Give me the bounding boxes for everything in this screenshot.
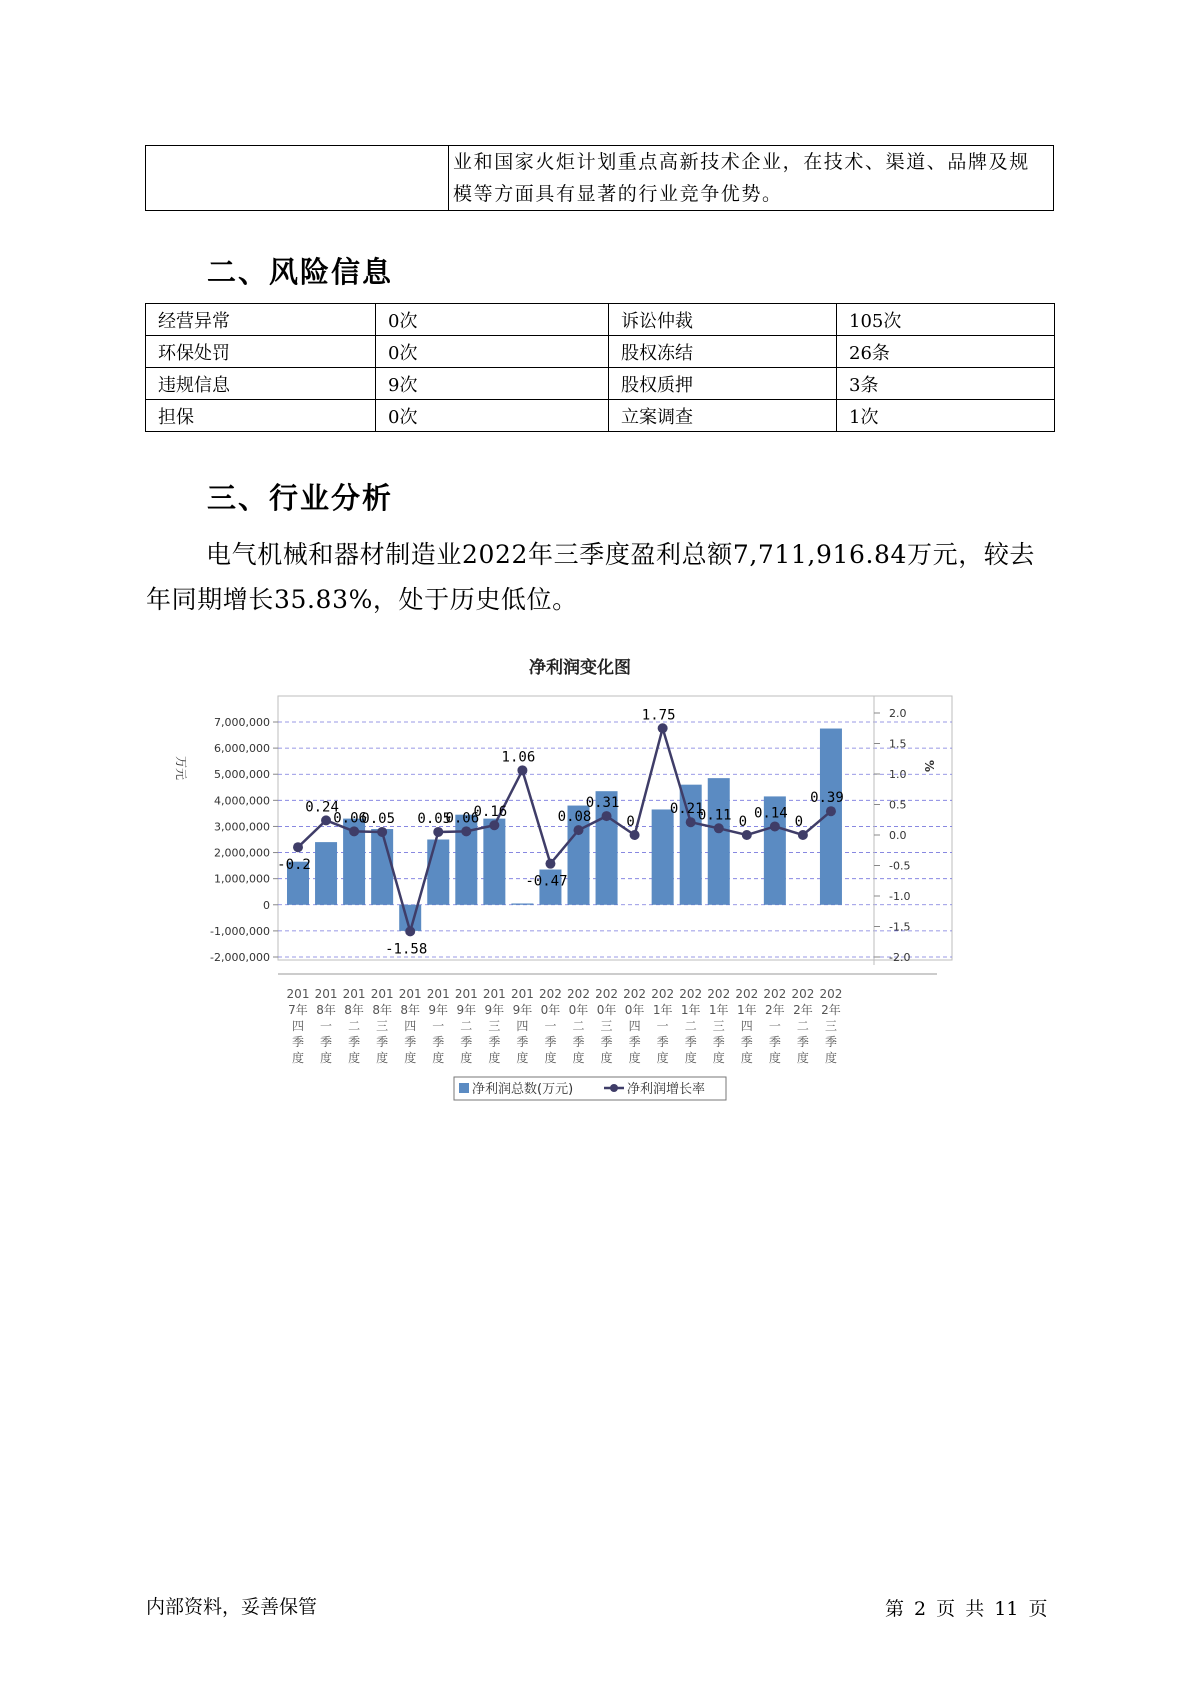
risk-value: 26条 [837, 336, 1055, 368]
risk-label: 诉讼仲裁 [609, 304, 837, 336]
x-tick-label: 201 [426, 987, 450, 1001]
x-tick-label: 0年 [596, 1003, 617, 1017]
data-label: 1.75 [641, 707, 676, 724]
x-tick-label: 季 [572, 1035, 585, 1049]
x-tick-label: 度 [376, 1051, 389, 1065]
data-label: 0 [626, 814, 635, 830]
risk-value: 0次 [376, 336, 609, 368]
x-tick-label: 0年 [540, 1003, 561, 1017]
x-tick-label: 201 [454, 987, 478, 1001]
x-tick-label: 201 [286, 987, 310, 1001]
y-tick-label: 3,000,000 [214, 820, 270, 834]
data-label: 0.31 [585, 795, 620, 812]
x-tick-label: 8年 [316, 1003, 336, 1017]
x-tick-label: 202 [791, 987, 815, 1001]
x-tick-label: 202 [651, 987, 675, 1001]
x-tick-label: 202 [763, 987, 787, 1001]
growth-rate-point [461, 826, 471, 836]
right-axis-label: % [922, 759, 936, 773]
x-tick-label: 9年 [484, 1003, 505, 1017]
growth-rate-point [293, 842, 303, 852]
data-label: 0 [738, 814, 748, 830]
x-tick-label: 202 [567, 987, 590, 1001]
x-tick-label: 度 [600, 1051, 613, 1065]
x-tick-label: 季 [544, 1035, 557, 1049]
x-tick-label: 9年 [428, 1003, 449, 1017]
x-tick-label: 季 [656, 1035, 669, 1049]
x-tick-label: 度 [544, 1051, 557, 1065]
x-tick-label: 四 [516, 1019, 529, 1033]
growth-rate-point [798, 830, 808, 840]
x-tick-label: 季 [404, 1035, 417, 1049]
x-tick-label: 季 [712, 1035, 725, 1049]
x-tick-label: 四 [404, 1019, 417, 1033]
bar [511, 903, 533, 904]
x-tick-label: 一 [432, 1019, 445, 1033]
growth-rate-point [321, 815, 331, 825]
data-label: 0.05 [361, 810, 396, 827]
risk-label: 违规信息 [146, 368, 376, 400]
x-tick-label: 8年 [400, 1003, 421, 1017]
data-label: 0.06 [333, 810, 367, 827]
bar [652, 809, 674, 904]
y-tick-label: -2,000,000 [210, 951, 270, 964]
x-tick-label: 度 [628, 1051, 641, 1065]
growth-rate-point [714, 823, 724, 833]
x-tick-label: 度 [348, 1051, 361, 1065]
risk-value: 0次 [376, 304, 609, 336]
data-label: 0.16 [473, 804, 508, 821]
x-tick-label: 2年 [793, 1003, 813, 1017]
x-tick-label: 季 [600, 1035, 613, 1049]
x-tick-label: 9年 [512, 1003, 533, 1017]
x-tick-label: 度 [684, 1051, 697, 1065]
x-tick-label: 201 [398, 987, 422, 1001]
x-tick-label: 202 [707, 987, 731, 1001]
x-tick-label: 度 [740, 1051, 753, 1065]
continuation-left-cell [146, 146, 449, 211]
x-tick-label: 202 [538, 987, 562, 1001]
data-label: 0 [794, 814, 804, 830]
x-tick-label: 202 [595, 987, 619, 1001]
growth-rate-point [433, 827, 443, 837]
data-label: -0.47 [525, 873, 568, 890]
x-tick-label: 度 [291, 1051, 305, 1065]
x-tick-label: 度 [320, 1051, 333, 1065]
y2-tick-label: 0.5 [889, 798, 907, 812]
x-tick-label: 季 [320, 1035, 333, 1049]
x-tick-label: 度 [824, 1051, 837, 1065]
risk-value: 9次 [376, 368, 609, 400]
y2-tick-label: 2.0 [889, 707, 907, 720]
growth-rate-point [602, 811, 612, 821]
x-tick-label: 季 [460, 1035, 473, 1049]
growth-rate-point [545, 859, 555, 869]
x-tick-label: 季 [488, 1035, 501, 1049]
x-tick-label: 202 [679, 987, 703, 1001]
legend-line-label: 净利润增长率 [627, 1082, 706, 1097]
x-tick-label: 三 [824, 1019, 837, 1033]
x-tick-label: 度 [572, 1051, 585, 1065]
x-tick-label: 三 [376, 1019, 389, 1033]
data-label: 0.08 [557, 809, 592, 826]
data-label: -0.2 [277, 857, 311, 874]
risk-value: 0次 [376, 400, 609, 432]
y-tick-label: 2,000,000 [214, 846, 270, 860]
x-tick-label: 度 [460, 1051, 473, 1065]
risk-value: 3条 [837, 368, 1055, 400]
y-tick-label: -1,000,000 [210, 924, 270, 938]
x-tick-label: 三 [488, 1019, 501, 1033]
y-tick-label: 6,000,000 [214, 742, 270, 756]
continuation-table [145, 145, 1054, 211]
x-tick-label: 1年 [652, 1003, 673, 1017]
industry-paragraph: 电气机械和器材制造业2022年三季度盈利总额7,711,916.84万元，较去年同期增长35.83%，处于历史低位。 [146, 540, 1036, 614]
x-tick-label: 二 [348, 1019, 361, 1033]
risk-label: 环保处罚 [146, 336, 376, 368]
y2-tick-label: -0.5 [889, 859, 911, 873]
x-tick-label: 季 [824, 1035, 837, 1049]
x-tick-label: 201 [314, 987, 338, 1001]
legend-bar-swatch [459, 1083, 469, 1093]
x-tick-label: 8年 [344, 1003, 364, 1017]
x-tick-label: 二 [796, 1019, 809, 1033]
x-tick-label: 季 [768, 1035, 781, 1049]
growth-rate-point [349, 826, 359, 836]
growth-rate-point [377, 827, 387, 837]
section-heading-risk: 二、风险信息 [207, 255, 394, 289]
x-tick-label: 季 [376, 1035, 389, 1049]
y2-tick-label: -2.0 [889, 951, 911, 964]
data-label: 1.06 [501, 749, 536, 766]
growth-rate-point [742, 830, 752, 840]
data-label: 0.11 [697, 807, 732, 824]
table-row [146, 368, 1055, 400]
y-tick-label: 5,000,000 [214, 768, 270, 782]
x-tick-label: 7年 [288, 1003, 308, 1017]
bar [315, 842, 337, 905]
data-label: 0.39 [810, 790, 844, 807]
data-label: 0.14 [753, 805, 788, 822]
growth-rate-point [630, 830, 640, 840]
x-tick-label: 季 [291, 1035, 305, 1049]
table-row [146, 304, 1055, 336]
x-tick-label: 1年 [708, 1003, 729, 1017]
x-tick-label: 202 [819, 987, 843, 1001]
data-label: 0.24 [305, 799, 339, 816]
growth-rate-point [826, 806, 836, 816]
risk-value: 105次 [837, 304, 1055, 336]
x-tick-label: 季 [796, 1035, 809, 1049]
risk-label: 担保 [146, 400, 376, 432]
y-tick-label: 1,000,000 [214, 872, 270, 886]
growth-rate-point [405, 926, 415, 936]
risk-label: 立案调查 [609, 400, 837, 432]
data-label: 0.05 [417, 810, 452, 827]
risk-value: 1次 [837, 400, 1055, 432]
x-tick-label: 一 [544, 1019, 557, 1033]
table-row [146, 400, 1055, 432]
legend-line-marker [610, 1084, 618, 1092]
x-tick-label: 一 [768, 1019, 781, 1033]
x-tick-label: 三 [600, 1019, 613, 1033]
x-tick-label: 201 [482, 987, 506, 1001]
bar [708, 778, 730, 905]
x-tick-label: 三 [712, 1019, 725, 1033]
x-tick-label: 度 [712, 1051, 725, 1065]
left-axis-label: 万元 [174, 755, 188, 781]
bar [427, 840, 449, 905]
data-label: -1.58 [385, 941, 428, 958]
risk-label: 经营异常 [146, 304, 376, 336]
x-tick-label: 2年 [821, 1003, 841, 1017]
x-tick-label: 季 [740, 1035, 753, 1049]
x-tick-label: 度 [656, 1051, 669, 1065]
x-tick-label: 二 [572, 1019, 585, 1033]
x-tick-label: 2年 [765, 1003, 785, 1017]
chart-title: 净利润变化图 [529, 658, 631, 678]
x-tick-label: 四 [740, 1019, 753, 1033]
x-tick-label: 9年 [456, 1003, 477, 1017]
growth-rate-point [686, 817, 696, 827]
x-tick-label: 一 [320, 1019, 333, 1033]
x-tick-label: 季 [628, 1035, 641, 1049]
y2-tick-label: 1.0 [889, 768, 907, 781]
x-tick-label: 度 [432, 1051, 445, 1065]
x-tick-label: 季 [684, 1035, 697, 1049]
x-tick-label: 1年 [680, 1003, 701, 1017]
y-tick-label: 4,000,000 [214, 794, 270, 808]
x-tick-label: 201 [342, 987, 366, 1001]
footer-page-number: 第 2 页 共 11 页 [885, 1598, 1048, 1620]
x-tick-label: 8年 [372, 1003, 392, 1017]
y2-tick-label: 0.0 [889, 829, 907, 842]
x-tick-label: 度 [768, 1051, 781, 1065]
x-tick-label: 四 [291, 1019, 305, 1033]
x-tick-label: 201 [510, 987, 534, 1001]
x-tick-label: 202 [623, 987, 647, 1001]
x-tick-label: 季 [348, 1035, 361, 1049]
continuation-right-cell: 业和国家火炬计划重点高新技术企业，在技术、渠道、品牌及规模等方面具有显著的行业竞争优势。 [449, 146, 1054, 211]
data-label: 0.06 [445, 810, 480, 827]
growth-rate-point [574, 825, 584, 835]
net-profit-chart [150, 646, 1030, 1106]
x-tick-label: 0年 [624, 1003, 645, 1017]
risk-label: 股权质押 [609, 368, 837, 400]
risk-table [145, 303, 1055, 432]
x-tick-label: 度 [404, 1051, 417, 1065]
data-label: 0.21 [669, 801, 704, 818]
x-tick-label: 度 [488, 1051, 501, 1065]
x-tick-label: 度 [796, 1051, 809, 1065]
x-tick-label: 0年 [568, 1003, 589, 1017]
footer-confidential: 内部资料，妥善保管 [146, 1596, 318, 1618]
x-tick-label: 202 [735, 987, 759, 1001]
legend-bar-label: 净利润总数(万元) [472, 1082, 574, 1097]
y2-tick-label: -1.0 [889, 890, 911, 903]
x-tick-label: 201 [370, 987, 394, 1001]
risk-label: 股权冻结 [609, 336, 837, 368]
y-tick-label: 7,000,000 [214, 716, 270, 729]
section-heading-industry: 三、行业分析 [207, 481, 394, 515]
growth-rate-point [489, 820, 499, 830]
y2-tick-label: -1.5 [889, 920, 911, 934]
table-row [146, 336, 1055, 368]
growth-rate-point [517, 765, 527, 775]
x-tick-label: 1年 [736, 1003, 757, 1017]
x-tick-label: 度 [516, 1051, 529, 1065]
x-tick-label: 四 [628, 1019, 641, 1033]
growth-rate-point [770, 821, 780, 831]
bar [483, 819, 505, 905]
y2-tick-label: 1.5 [889, 737, 907, 751]
bar [371, 829, 393, 905]
y-tick-label: 0 [263, 898, 270, 912]
x-tick-label: 季 [516, 1035, 529, 1049]
x-tick-label: 一 [656, 1019, 669, 1033]
x-tick-label: 二 [460, 1019, 473, 1033]
growth-rate-point [658, 723, 668, 733]
x-tick-label: 季 [432, 1035, 445, 1049]
x-tick-label: 二 [684, 1019, 697, 1033]
